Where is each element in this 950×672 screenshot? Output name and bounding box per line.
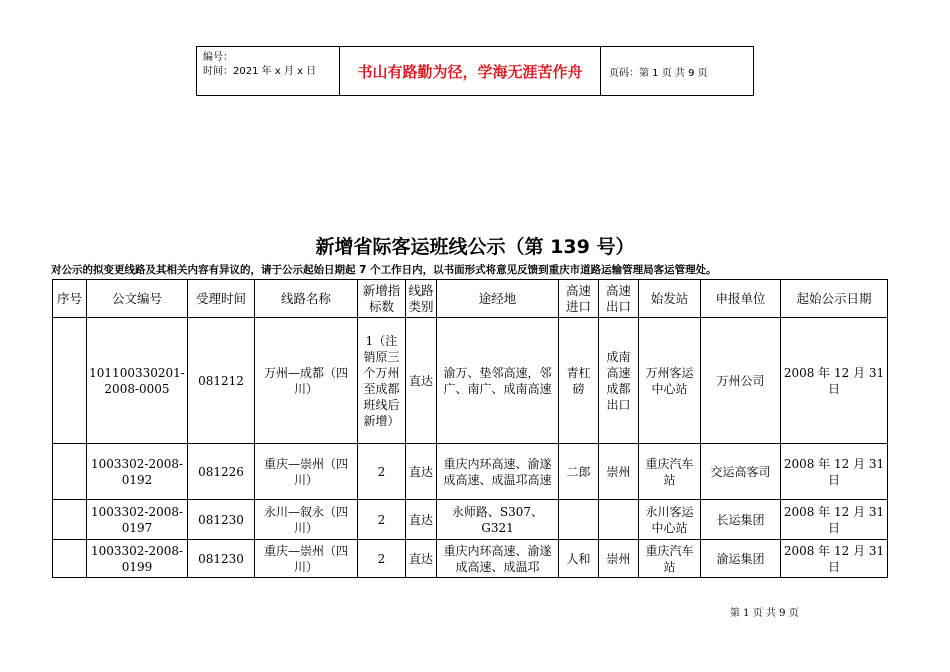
- table-row: [53, 540, 888, 578]
- notice-text: 对公示的拟变更线路及其相关内容有异议的，请于公示起始日期起 7 个工作日内，以书面形式将意见反馈到重庆市道路运输管理局客运管理处。: [51, 264, 717, 276]
- header-new-quota: 新增指标数: [358, 280, 406, 318]
- page-title: 新增省际客运班线公示（第 139 号）: [315, 236, 635, 258]
- document-date-label: 时间：2021 年 x 月 x 日: [203, 66, 317, 77]
- cell-accept-time: 081230: [188, 540, 255, 578]
- cell-origin-station: 重庆汽车站: [639, 540, 701, 578]
- cell-via: 永师路、S307、G321: [437, 500, 559, 540]
- cell-via: 渝万、垫邻高速，邻广、南广、成南高速: [437, 318, 559, 444]
- cell-start-date: 2008 年 12 月 31 日: [781, 318, 888, 444]
- cell-highway-entry: 青杠磅: [559, 318, 599, 444]
- header-doc-no: 公文编号: [87, 280, 188, 318]
- document-header: [196, 46, 754, 96]
- cell-route-type: 直达: [406, 318, 437, 444]
- table-row: [53, 444, 888, 500]
- header-origin-station: 始发站: [639, 280, 701, 318]
- cell-highway-exit: [599, 500, 639, 540]
- cell-start-date: 2008 年 12 月 31 日: [781, 540, 888, 578]
- cell-doc-no: 1003302-2008-0199: [87, 540, 188, 578]
- cell-highway-exit: 崇州: [599, 540, 639, 578]
- cell-new-quota: 2: [358, 500, 406, 540]
- cell-route-type: 直达: [406, 444, 437, 500]
- motto-text: 书山有路勤为径，学海无涯苦作舟: [340, 47, 601, 95]
- cell-applicant: 交运高客司: [701, 444, 781, 500]
- cell-new-quota: 2: [358, 540, 406, 578]
- cell-accept-time: 081212: [188, 318, 255, 444]
- cell-via: 重庆内环高速、渝遂成高速、成温邛高速: [437, 444, 559, 500]
- cell-doc-no: 101100330201-2008-0005: [87, 318, 188, 444]
- header-applicant: 申报单位: [701, 280, 781, 318]
- header-via: 途经地: [437, 280, 559, 318]
- cell-applicant: 渝运集团: [701, 540, 781, 578]
- cell-origin-station: 永川客运中心站: [639, 500, 701, 540]
- header-meta: [197, 47, 340, 95]
- cell-applicant: 万州公司: [701, 318, 781, 444]
- cell-accept-time: 081230: [188, 500, 255, 540]
- cell-highway-exit: 崇州: [599, 444, 639, 500]
- cell-start-date: 2008 年 12 月 31 日: [781, 444, 888, 500]
- cell-via: 重庆内环高速、渝遂成高速、成温邛: [437, 540, 559, 578]
- cell-route-name: 永川—叙永（四川）: [255, 500, 358, 540]
- cell-route-name: 万州—成都（四川）: [255, 318, 358, 444]
- cell-route-name: 重庆—崇州（四川）: [255, 540, 358, 578]
- cell-index: [53, 318, 87, 444]
- cell-start-date: 2008 年 12 月 31 日: [781, 500, 888, 540]
- cell-accept-time: 081226: [188, 444, 255, 500]
- cell-highway-exit: 成南高速成都出口: [599, 318, 639, 444]
- cell-route-name: 重庆—崇州（四川）: [255, 444, 358, 500]
- cell-index: [53, 540, 87, 578]
- cell-new-quota: 2: [358, 444, 406, 500]
- table-row: [53, 318, 888, 444]
- cell-index: [53, 500, 87, 540]
- page-footer: 第 1 页 共 9 页: [730, 608, 799, 619]
- cell-route-type: 直达: [406, 500, 437, 540]
- table-row: [53, 500, 888, 540]
- document-number-label: 编号：: [203, 52, 233, 63]
- header-start-date: 起始公示日期: [781, 280, 888, 318]
- cell-new-quota: 1（注销原三个万州至成都班线后新增）: [358, 318, 406, 444]
- page-number-label: 页码：第 1 页 共 9 页: [609, 67, 708, 79]
- cell-highway-entry: 人和: [559, 540, 599, 578]
- header-highway-exit: 高速出口: [599, 280, 639, 318]
- cell-route-type: 直达: [406, 540, 437, 578]
- cell-doc-no: 1003302-2008-0192: [87, 444, 188, 500]
- cell-origin-station: 万州客运中心站: [639, 318, 701, 444]
- header-route-type: 线路类别: [406, 280, 437, 318]
- cell-origin-station: 重庆汽车站: [639, 444, 701, 500]
- header-index: 序号: [53, 280, 87, 318]
- cell-index: [53, 444, 87, 500]
- table-header-row: [53, 280, 888, 318]
- cell-applicant: 长运集团: [701, 500, 781, 540]
- cell-doc-no: 1003302-2008-0197: [87, 500, 188, 540]
- header-accept-time: 受理时间: [188, 280, 255, 318]
- cell-highway-entry: [559, 500, 599, 540]
- header-highway-entry: 高速进口: [559, 280, 599, 318]
- header-route-name: 线路名称: [255, 280, 358, 318]
- cell-highway-entry: 二郎: [559, 444, 599, 500]
- route-table: [52, 279, 888, 578]
